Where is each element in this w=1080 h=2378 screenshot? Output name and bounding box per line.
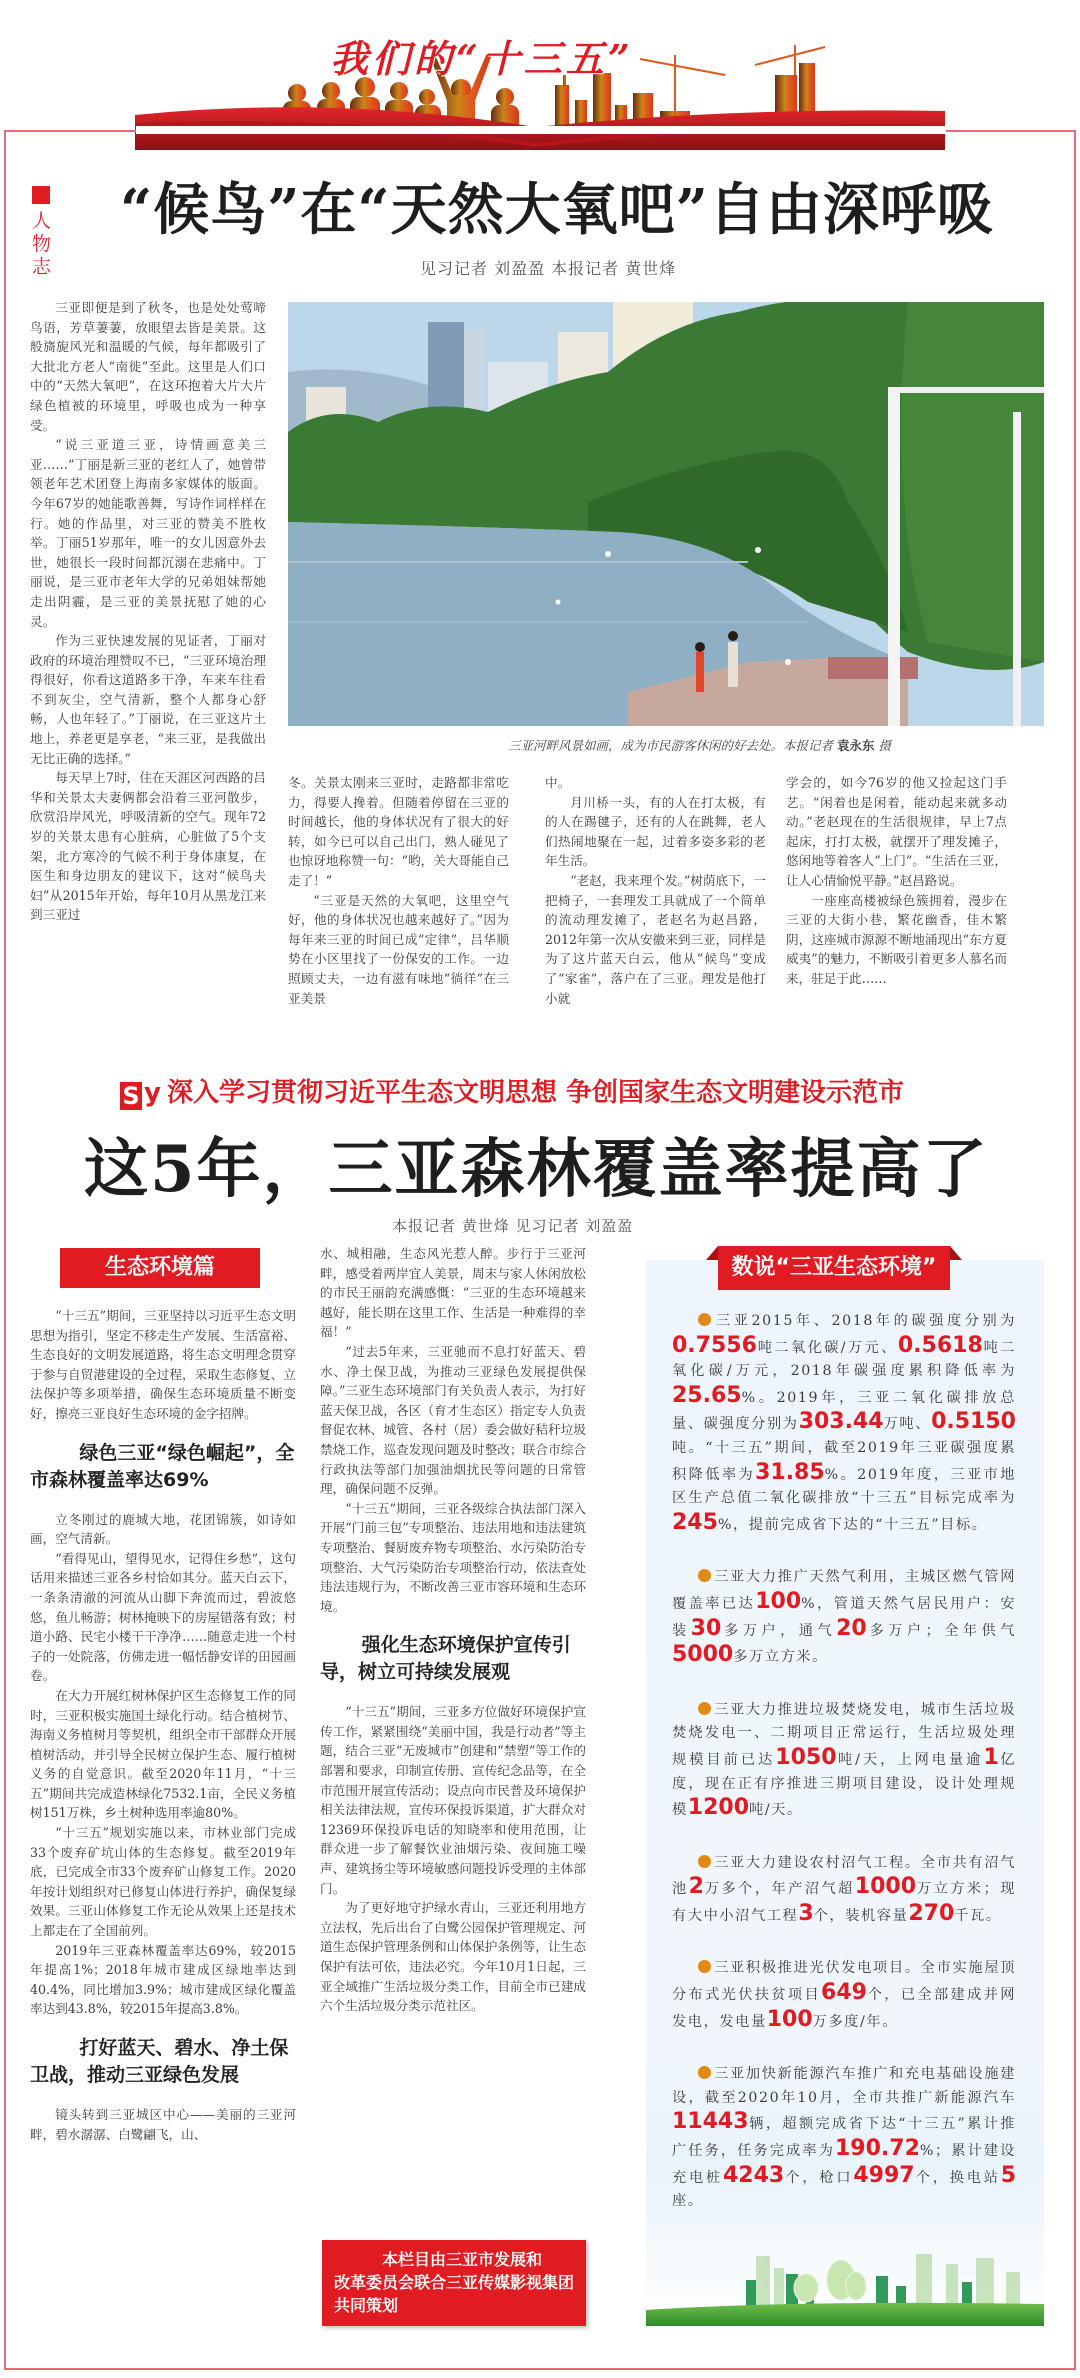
fact-text: %，提前完成省下达的“十三五”目标。 — [717, 1516, 988, 1533]
highlight-number: 245 — [672, 1509, 718, 1535]
fact-text: 吨/天，上网电量逾 — [836, 1751, 984, 1768]
paragraph: “十三五”期间，三亚多方位做好环境保护宣传工作，紧紧围绕“美丽中国，我是行动者”等主题，结合三亚“无废城市”创建和“禁塑”等工作的部署和要求，印制宣传册、宣传纪念品等，在全市范围开展宣传活动；设点向市民普及环境保护相关法律法规，宣传环保投诉渠道，扩大群众对12369环保投诉电话的知晓率和使用范围，让群众进一步了解餐饮业油烟污染、夜间施工噪声、建筑扬尘等环境敏感问题投诉受理的主体部门。 — [320, 1704, 586, 1896]
highlight-number: 11443 — [672, 2109, 749, 2135]
paragraph: 月川桥一头，有的人在打太极，有的人在踢毽子，还有的人在跳舞，老人们热闹地聚在一起，过着多姿多彩的老年生活。 — [545, 794, 766, 869]
paragraph: “三亚是天然的大氧吧，这里空气好，他的身体状况也越来越好了。”因为每年来三亚的时间已成“定律”，吕华顺势在小区里找了一份保安的工作。一边照顾丈夫，一边有滋有味地“徜徉”在三亚美景 — [288, 892, 509, 1006]
campaign-slogan — [120, 1072, 904, 1110]
paragraph: “十三五”规划实施以来，市林业部门完成33个废弃矿坑山体的生态修复。截至2019年底，已完成全市33个废弃矿山修复工作。2020年按计划组织对已修复山体进行养护，确保复绿效果。三亚山体修复工作无论从效果上还是技术上都走在了全国前列。 — [30, 1825, 296, 1939]
paragraph: “说三亚道三亚，诗情画意美三亚……”丁丽是新三亚的老红人了，她曾带领老年艺术团登上海南多家媒体的版面。今年67岁的她能歌善舞，写诗作词样样在行。她的作品里，对三亚的赞美不胜枚举。丁丽51岁那年，唯一的女儿因意外去世，她很长一段时间都沉溺在悲痛中。丁丽说，是三亚市老年大学的兄弟姐妹帮她走出阴霾，是三亚的美景抚慰了她的心灵。 — [30, 437, 266, 629]
highlight-number: 303.44 — [798, 1409, 884, 1435]
story1-column-4 — [786, 773, 1007, 989]
highlight-number: 100 — [766, 2006, 813, 2032]
highlight-number: 5000 — [672, 1642, 734, 1668]
highlight-number: 190.72 — [835, 2136, 920, 2162]
data-fact-item — [672, 1310, 1016, 1537]
paragraph: 每天早上7时，住在天涯区河西路的吕华和关景太夫妻俩都会沿着三亚河散步，欣赏沿岸风光，呼吸清新的空气。现年72岁的关景太患有心脏病，心脏做了5个支架，北方寒冷的气候不利于身体康复，在医生和身边朋友的建议下，这对“候鸟夫妇”从2015年开始，每年10月从黑龙江来到三亚过 — [30, 770, 266, 923]
fact-text: 多万立方米。 — [733, 1649, 828, 1666]
sanya-logo-icon: S — [120, 1082, 142, 1110]
orange-bullet-icon — [698, 1702, 711, 1715]
highlight-number: 4243 — [722, 2162, 785, 2188]
paragraph: 三亚即便是到了秋冬，也是处处莺啼鸟语，芳草萋萋，放眼望去皆是美景。这般旖旎风光和温暖的气候，每年都吸引了大批北方老人“南徙”至此。这里是人们口中的“天然大氧吧”，在这环抱着大片大片绿色植被的环境里，呼吸也成为一种享受。 — [30, 300, 266, 433]
highlight-number: 100 — [755, 1588, 802, 1614]
paragraph: 学会的，如今76岁的他又捡起这门手艺。“闲着也是闲着，能动起来就多动动。”老赵现在的生活很规律，早上7点起床，打打太极，就摆开了理发摊子，悠闲地等着客人“上门”。“生活在三亚，让人心情愉悦平静。”赵昌路说。 — [786, 775, 1007, 888]
paragraph: “看得见山，望得见水，记得住乡愁”，这句话用来描述三亚各乡村恰如其分。蓝天白云下，一条条清澈的河流从山脚下奔流而过，碧波悠悠，鱼儿畅游；树林掩映下的房屋错落有致；村道小路、民宅小楼干干净净……随意走进一个村子的一处院落，仿佛走进一幅恬静安详的田园画卷。 — [30, 1550, 296, 1684]
section-label-ecology: 生态环境篇 — [60, 1248, 260, 1288]
fact-text: 座。 — [672, 2193, 704, 2210]
highlight-number: 25.65 — [672, 1382, 742, 1408]
highlight-number: 1000 — [854, 1874, 917, 1900]
fact-text: 个，换电站 — [914, 2169, 1001, 2186]
highlight-number: 1 — [983, 1744, 999, 1770]
story1-photo — [288, 302, 1044, 726]
highlight-number: 31.85 — [755, 1459, 825, 1485]
data-fact-item — [672, 1852, 1016, 1929]
subhead-blue-sky-battle: 打好蓝天、碧水、净土保卫战，推动三亚绿色发展 — [30, 2037, 289, 2086]
paragraph: 水、城相融，生态风光惹人醉。步行于三亚河畔，感受着两岸宜人美景，周末与家人休闲放松的市民王丽韵充满感慨：“三亚的生态环境越来越好，能长期在这里工作、生活是一种难得的幸福！” — [320, 1246, 586, 1340]
orange-bullet-icon — [698, 1960, 711, 1973]
story1-column-3 — [545, 773, 766, 1008]
column-credit-box — [322, 2240, 586, 2326]
fact-text: 吨/天。 — [749, 1802, 803, 1819]
credit-line-2: 改革委员会联合三亚传媒影视集团共同策划 — [334, 2273, 575, 2315]
fact-text: 三亚大力推广天然气利用，主城区燃气管网覆盖率已达 — [672, 1569, 1016, 1612]
fact-text: %。2019年，三亚二氧化碳排放总量、碳强度分别为 — [672, 1389, 1016, 1433]
story1-column-2 — [288, 773, 509, 1008]
fact-text: 三亚加快新能源汽车推广和充电基础设施建设，截至2020年10月，全市共推广新能源汽车 — [672, 2066, 1016, 2106]
slogan-text: 深入学习贯彻习近平生态文明思想 争创国家生态文明建设示范市 — [166, 1078, 905, 1108]
story2-column-1 — [30, 1306, 296, 2144]
fact-text: 吨二氧化碳/万元、 — [756, 1339, 898, 1356]
fact-text: 千瓦。 — [954, 1907, 1002, 1924]
fact-text: 万吨、 — [883, 1416, 932, 1433]
green-city-skyline-illustration — [646, 2246, 1044, 2326]
paragraph: 立冬刚过的鹿城大地，花团锦簇，如诗如画，空气清新。 — [30, 1511, 296, 1547]
photographer-name: 袁永东 — [837, 738, 875, 753]
orange-bullet-icon — [698, 1313, 711, 1326]
story2-column-2 — [320, 1244, 586, 2016]
story2-headline: 这5年，三亚森林覆盖率提高了 — [84, 1132, 989, 1207]
fact-text: 个，枪口 — [784, 2169, 854, 2186]
intro-paragraph: “十三五”期间，三亚坚持以习近平生态文明思想为指引，坚定不移走生产发展、生活富裕、生态良好的文明发展道路，将生态文明理念贯穿于参与自贸港建设的全过程，采取生态修复、立法保护等多项举措，确保生态环境质量不断变好，擦亮三亚良好生态环境的金字招牌。 — [30, 1308, 296, 1421]
data-fact-item — [672, 1566, 1016, 1669]
photo-caption — [508, 736, 891, 754]
paragraph: 作为三亚快速发展的见证者，丁丽对政府的环境治理赞叹不已，“三亚环境治理得很好，你看这道路多干净，车来车往看不到灰尘，空气清新，整个人都身心舒畅，人也年轻了。”丁丽说，在三亚这片土地上，养老更是享老，“来三亚，是我做出无比正确的选择。” — [30, 633, 266, 766]
column-tag — [32, 186, 52, 279]
fact-text: 辆，超额完成省下达“十三五”累计推广任务，任务完成率为 — [672, 2116, 1016, 2160]
fact-text: %；累计建设充电桩 — [672, 2143, 1016, 2186]
story2-byline: 本报记者 黄世烽 见习记者 刘盈盈 — [392, 1217, 634, 1235]
highlight-number: 30 — [690, 1615, 722, 1641]
paragraph: “过去5年来，三亚驰而不息打好蓝天、碧水、净土保卫战，为推动三亚绿色发展提供保障。”三亚生态环境部门有关负责人表示，为打好蓝天保卫战，各区（育才生态区）指定专人负责督促农林、城管、各村（居）委会做好秸秆垃圾禁烧工作，巡查发现问题及时整改；联合市综合行政执法等部门加强油烟扰民等问题的日常管理，确保问题不反弹。 — [320, 1343, 586, 1497]
fact-text: 三亚2015年、2018年的碳强度分别为 — [714, 1313, 1016, 1329]
banner-title: 我们的“十三五” — [330, 36, 634, 81]
paragraph: 镜头转到三亚城区中心——美丽的三亚河畔，碧水潺潺、白鹭翩飞，山、 — [30, 2107, 296, 2142]
fact-text: 多万户，通气 — [721, 1622, 837, 1639]
fact-text: 万立方米；现有大中小沼气工程 — [672, 1881, 1016, 1924]
data-facts-list — [672, 1310, 1016, 2243]
highlight-number: 0.7556 — [672, 1332, 757, 1358]
caption-text: 三亚河畔风景如画，成为市民游客休闲的好去处。本报记者 — [508, 738, 834, 753]
highlight-number: 20 — [836, 1615, 867, 1641]
fact-text: 三亚积极推进光伏发电项目。全市实施屋顶分布式光伏扶贫项目 — [672, 1960, 1016, 2004]
paragraph: 一座座高楼被绿色簇拥着，漫步在三亚的大街小巷，繁花幽香，佳木繁阴，这座城市源源不断地涌现出“东方夏威夷”的魅力，不断吸引着更多人慕名而来，驻足于此…… — [786, 892, 1007, 986]
paragraph: 为了更好地守护绿水青山，三亚还利用地方立法权，先后出台了白鹭公园保护管理规定、河道生态保护管理条例和山体保护条例等，让生态保护有法可依，违法必究。今年10月1日起，三亚全域推广生活垃圾分类工作，目前全市已建成六个生活垃圾分类示范社区。 — [320, 1900, 586, 2014]
fact-text: 个，已全部建成并网发电，发电量 — [672, 1987, 1016, 2030]
orange-bullet-icon — [698, 2066, 711, 2079]
fact-text: 三亚大力推进垃圾焚烧发电，城市生活垃圾焚烧发电一、二期项目正常运行，生活垃圾处理规模目前已达 — [672, 1701, 1016, 1768]
fact-text: %，管道天然气居民用户：安装 — [672, 1595, 1016, 1639]
fact-text: 多万户；全年供气 — [866, 1622, 1016, 1639]
orange-bullet-icon — [698, 1855, 711, 1868]
credit-line-1: 本栏目由三亚市发展和 — [382, 2250, 543, 2269]
story1-column-1 — [30, 298, 266, 925]
fact-text: %。2019年度，三亚市地区生产总值二氧化碳排放“十三五”目标完成率为 — [672, 1466, 1016, 1507]
fact-text: 万多个，年产沼气超 — [703, 1881, 855, 1898]
highlight-number: 0.5150 — [931, 1409, 1016, 1435]
paragraph: 2019年三亚森林覆盖率达69%，较2015年提高1%；2018年城市建成区绿地率达到40.4%，同比增加3.9%；城市建成区绿化覆盖率达到43.8%，较2015年提高3.8%。 — [30, 1942, 296, 2017]
paragraph: “老赵，我来理个发。”树荫底下，一把椅子，一套理发工具就成了一个简单的流动理发摊了，老赵名为赵昌路，2012年第一次从安徽来到三亚，同样是为了这片蓝天白云，他从“候鸟”变成了“家雀”，落户在了三亚。理发是他打小就 — [545, 872, 766, 1006]
highlight-number: 2 — [688, 1874, 704, 1900]
subhead-forest-coverage: 绿色三亚“绿色崛起”，全市森林覆盖率达69% — [30, 1441, 295, 1491]
highlight-number: 1200 — [687, 1795, 750, 1821]
highlight-number: 3 — [798, 1900, 814, 1926]
fact-text: 万多度/年。 — [812, 2013, 898, 2030]
data-fact-item — [672, 2063, 1016, 2214]
highlight-number: 1050 — [775, 1744, 837, 1770]
story1-byline: 见习记者 刘盈盈 本报记者 黄世烽 — [420, 259, 677, 278]
red-square-marker — [32, 186, 50, 204]
highlight-number: 649 — [821, 1980, 867, 2006]
subhead-publicity: 强化生态环境保护宣传引导，树立可持续发展观 — [320, 1634, 571, 1684]
highlight-number: 4997 — [853, 2162, 915, 2188]
highlight-number: 270 — [908, 1900, 955, 1926]
column-tag-label: 人物志 — [32, 210, 52, 278]
fact-text: 吨二氧化碳/万元，2018年碳强度累积降低率为 — [672, 1339, 1016, 1380]
highlight-number: 5 — [1000, 2162, 1016, 2188]
highlight-number: 0.5618 — [897, 1332, 983, 1358]
sanya-logo-suffix: y — [144, 1078, 161, 1108]
data-fact-item — [672, 1957, 1016, 2034]
story1-headline: “候鸟”在“天然大氧吧”自由深呼吸 — [120, 177, 994, 243]
data-fact-item — [672, 1699, 1016, 1823]
orange-bullet-icon — [698, 1569, 711, 1582]
fact-text: 亿度，现在正有序推进三期项目建设，设计处理规模 — [672, 1751, 1016, 1819]
paragraph: 中。 — [545, 775, 571, 790]
fact-text: 三亚大力建设农村沼气工程。全市共有沼气池 — [672, 1854, 1016, 1898]
fact-text: 吨。“十三五”期间，截至2019年三亚碳强度累积降低率为 — [672, 1439, 1016, 1483]
paragraph: “十三五”期间，三亚各级综合执法部门深入开展“门前三包”专项整治、违法用地和违法建筑专项整治、餐厨废弃物专项整治、水污染防治专项整治、大气污染防治专项整治行动，依法查处违法违规行为，不断改善三亚市容环境和生态环境。 — [320, 1500, 586, 1614]
caption-suffix: 摄 — [878, 738, 892, 753]
river-mangrove-photo — [288, 302, 1044, 726]
fact-text: 个，装机容量 — [813, 1907, 909, 1924]
data-panel-title: 数说“三亚生态环境” — [718, 1246, 950, 1290]
paragraph: 在大力开展红树林保护区生态修复工作的同时，三亚积极实施国土绿化行动。结合植树节、海南义务植树月等契机，组织全市干部群众开展植树活动，并引导全民树立保护生态、履行植树义务的自觉意识。截至2020年11月，“十三五”期间共完成造林绿化7532.1亩，全民义务植树151万株，乡土树种选用率逾80%。 — [30, 1687, 296, 1821]
paragraph: 冬。关景太刚来三亚时，走路都非常吃力，得要人搀着。但随着停留在三亚的时间越长，他的身体状况有了很大的好转，如今已可以自己出门，熟人碰见了也惊讶地称赞一句：“哟，关大哥能自己走了！” — [288, 775, 509, 888]
data-panel-header — [706, 1246, 962, 1290]
